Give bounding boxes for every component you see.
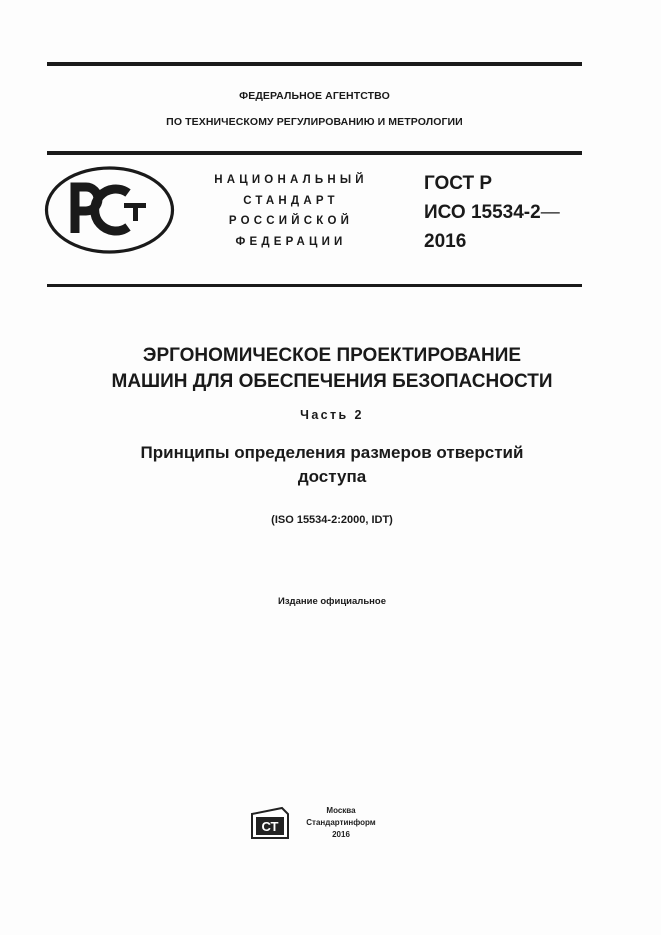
rst-certification-mark-icon	[44, 165, 175, 255]
iso-reference: (ISO 15534-2:2000, IDT)	[271, 514, 393, 526]
top-rule	[47, 62, 582, 66]
national-line-4: ФЕДЕРАЦИИ	[235, 235, 347, 248]
publisher-logo-text: СТ	[261, 819, 279, 834]
national-line-1: НАЦИОНАЛЬНЫЙ	[214, 174, 368, 186]
document-title-line-1: ЭРГОНОМИЧЕСКОЕ ПРОЕКТИРОВАНИЕ	[142, 345, 522, 366]
national-line-2: СТАНДАРТ	[243, 194, 339, 207]
part-number: Часть 2	[300, 408, 364, 422]
standard-code	[424, 169, 560, 256]
middle-rule	[47, 151, 582, 155]
national-line-3: РОССИЙСКОЙ	[228, 215, 354, 227]
standard-code-year: 2016	[424, 231, 467, 252]
standard-code-number: ИСО 15534-2	[424, 202, 541, 223]
standard-code-dash: —	[540, 202, 560, 223]
subtitle-line-1: Принципы определения размеров отверстий	[140, 443, 524, 462]
standartinform-logo-icon	[248, 806, 292, 840]
agency-name-line-1: ФЕДЕРАЛЬНОЕ АГЕНТСТВО	[239, 90, 390, 102]
edition-label: Издание официальное	[278, 596, 386, 607]
publisher-year: 2016	[332, 830, 350, 839]
standard-code-line-2	[424, 198, 560, 227]
publisher-name: Стандартинформ	[306, 818, 376, 827]
document-title-line-2: МАШИН ДЛЯ ОБЕСПЕЧЕНИЯ БЕЗОПАСНОСТИ	[111, 371, 553, 392]
subtitle-line-2: доступа	[297, 467, 367, 486]
national-standard-label	[196, 170, 386, 252]
agency-name-line-2: ПО ТЕХНИЧЕСКОМУ РЕГУЛИРОВАНИЮ И МЕТРОЛОГИИ	[166, 116, 463, 128]
standard-code-line-1: ГОСТ Р	[424, 173, 493, 194]
publisher-city: Москва	[326, 806, 356, 815]
bottom-rule	[47, 284, 582, 287]
